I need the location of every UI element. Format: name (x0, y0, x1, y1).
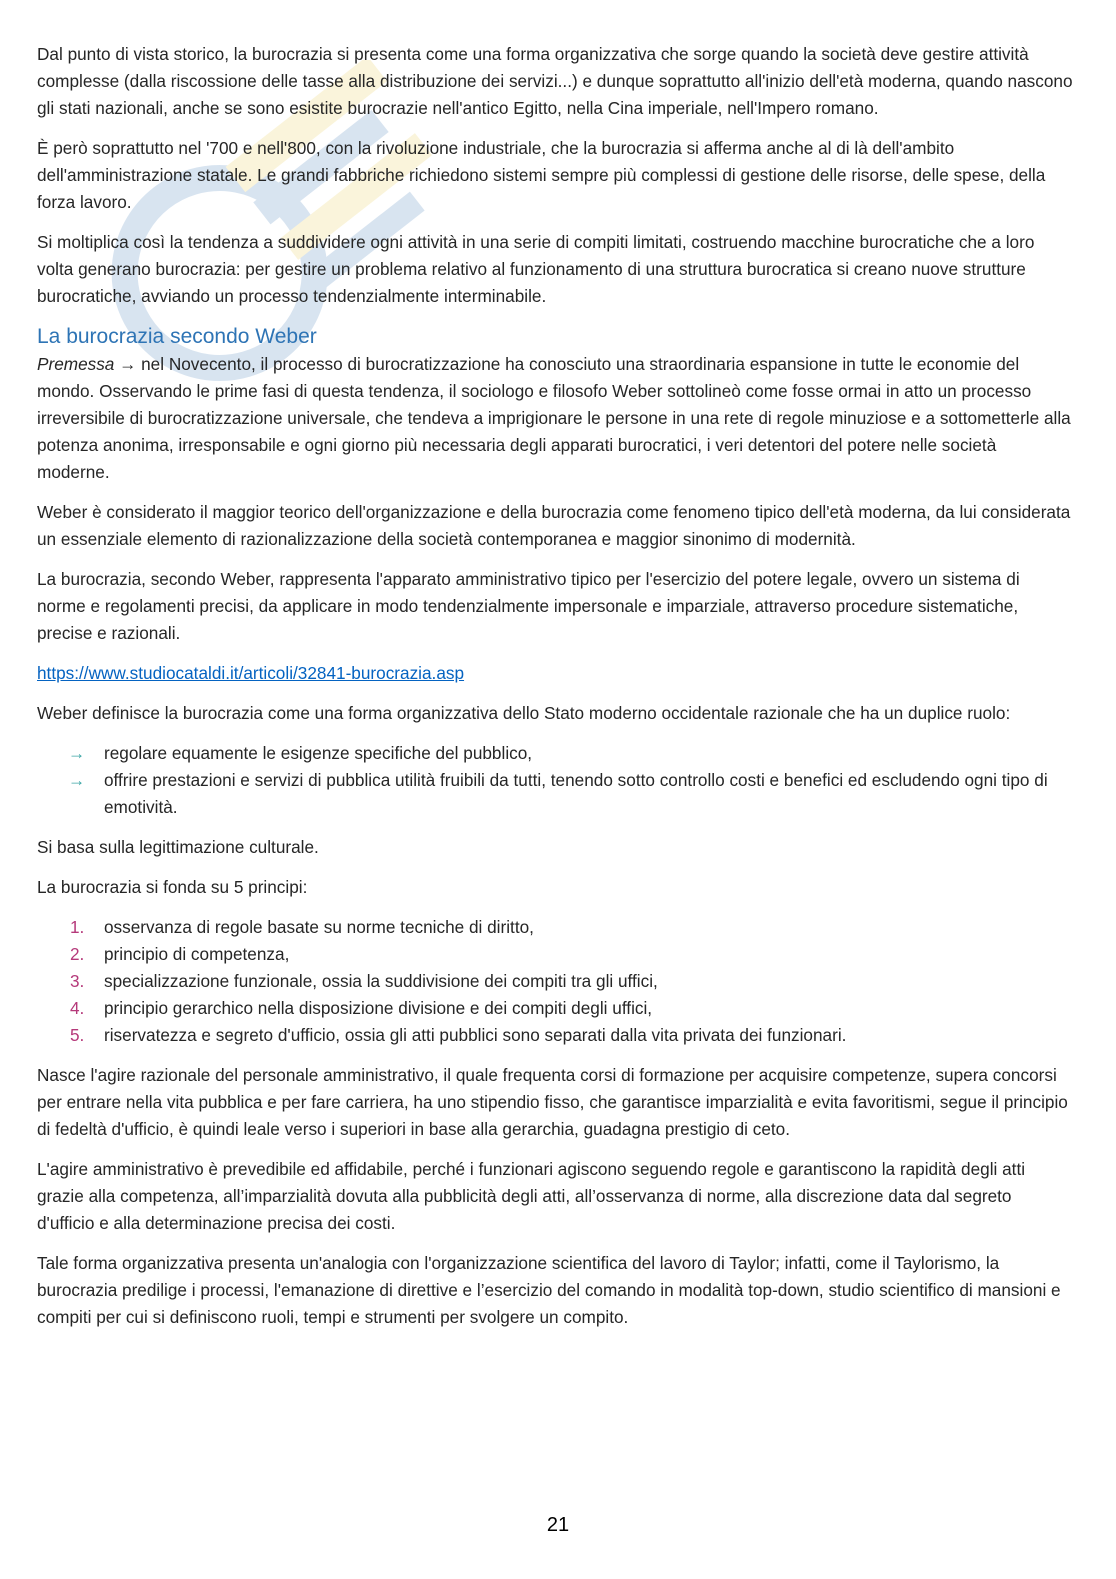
list-item (37, 995, 1073, 1022)
principle-text: principio gerarchico nella disposizione divisione e dei compiti degli uffici, (104, 998, 653, 1018)
premessa-arrow: → (119, 354, 137, 374)
list-item (37, 914, 1073, 941)
principle-number: 2. (70, 944, 85, 964)
principle-number: 4. (70, 998, 85, 1018)
arrow-bullet-icon: → (68, 770, 86, 790)
intro-paragraph-2: È però soprattutto nel '700 e nell'800, con la rivoluzione industriale, che la burocrazia si afferma anche al di là dell'ambito dell'amministrazione statale. Le grandi fabbriche richiedono sistemi sempre più complessi di gestione delle risorse, delle spese, della forza lavoro. (37, 138, 1046, 212)
role-text: regolare equamente le esigenze specifiche del pubblico, (104, 743, 533, 763)
principles-list (37, 914, 1073, 1049)
principle-text: specializzazione funzionale, ossia la suddivisione dei compiti tra gli uffici, (104, 971, 658, 991)
definition-paragraph: Weber definisce la burocrazia come una forma organizzativa dello Stato moderno occidentale razionale che ha un duplice ruolo: (37, 703, 1011, 723)
closing-paragraph-3: Tale forma organizzativa presenta un'analogia con l'organizzazione scientifica del lavoro di Taylor; infatti, come il Taylorismo, la burocrazia predilige i processi, l'emanazione di direttive e l’esercizio del comando in modalità top-down, studio scientifico di mansioni e compiti per cui si definiscono ruoli, tempi e strumenti per svolgere un compito. (37, 1253, 1061, 1327)
premessa-text: nel Novecento, il processo di burocratizzazione ha conosciuto una straordinaria espansione in tutte le economie del mondo. Osservando le prime fasi di questa tendenza, il sociologo e filosofo Weber sottolineò come fosse ormai in atto un processo irreversibile di burocratizzazione universale, che tendeva a imprigionare le persone in una rete di regole minuziose e a sottometterle alla potenza anonima, irresponsabile e ogni giorno più necessaria degli apparati burocratici, i veri detentori del potere nelle società moderne. (37, 354, 1071, 482)
principle-text: riservatezza e segreto d'ufficio, ossia gli atti pubblici sono separati dalla vita privata dei funzionari. (104, 1025, 847, 1045)
legitimation-paragraph: Si basa sulla legittimazione culturale. (37, 837, 319, 857)
premessa-paragraph (37, 351, 1073, 486)
principle-number: 5. (70, 1025, 85, 1045)
roles-list (37, 740, 1073, 821)
closing-paragraph-2: L'agire amministrativo è prevedibile ed affidabile, perché i funzionari agiscono seguendo regole e garantiscono la rapidità degli atti grazie alla competenza, all’imparzialità dovuta alla pubblicità degli atti, all’osservanza di norme, alla discrezione data dal segreto d'ufficio e alla determinazione precisa dei costi. (37, 1159, 1026, 1233)
list-item (37, 1022, 1073, 1049)
principle-text: osservanza di regole basate su norme tecniche di diritto, (104, 917, 534, 937)
role-text: offrire prestazioni e servizi di pubblica utilità fruibili da tutti, tenendo sotto controllo costi e benefici ed escludendo ogni tipo di emotività. (104, 770, 1048, 817)
studiocataldi-link[interactable]: https://www.studiocataldi.it/articoli/32841-burocrazia.asp (37, 663, 465, 683)
principle-text: principio di competenza, (104, 944, 290, 964)
list-item (37, 968, 1073, 995)
list-item (37, 767, 1073, 821)
intro-paragraph-1: Dal punto di vista storico, la burocrazia si presenta come una forma organizzativa che sorge quando la società deve gestire attività complesse (dalla riscossione delle tasse alla distribuzione dei servizi...) e dunque soprattutto all'inizio dell'età moderna, quando nascono gli stati nazionali, anche se sono esistite burocrazie nell'antico Egitto, nella Cina imperiale, nell'Impero romano. (37, 44, 1073, 118)
link-paragraph (37, 660, 1073, 687)
list-item (37, 941, 1073, 968)
premessa-label: Premessa (37, 354, 115, 374)
list-item (37, 740, 1073, 767)
document-page (37, 41, 1073, 1344)
principle-number: 3. (70, 971, 85, 991)
principles-intro: La burocrazia si fonda su 5 principi: (37, 877, 308, 897)
intro-paragraph-3: Si moltiplica così la tendenza a suddividere ogni attività in una serie di compiti limitati, costruendo macchine burocratiche che a loro volta generano burocrazia: per gestire un problema relativo al funzionamento di una struttura burocratica si creano nuove strutture burocratiche, avviando un processo tendenzialmente interminabile. (37, 232, 1035, 306)
closing-paragraph-1: Nasce l'agire razionale del personale amministrativo, il quale frequenta corsi di formazione per acquisire competenze, supera concorsi per entrare nella vita pubblica e per fare carriera, ha uno stipendio fisso, che garantisce imparzialità e evita favoritismi, segue il principio di fedeltà d'ufficio, è quindi leale verso i superiori in base alla gerarchia, guadagna prestigio di ceto. (37, 1065, 1068, 1139)
weber-paragraph-1: Weber è considerato il maggior teorico dell'organizzazione e della burocrazia come fenomeno tipico dell'età moderna, da lui considerata un essenziale elemento di razionalizzazione della società contemporanea e maggior sinonimo di modernità. (37, 502, 1071, 549)
weber-paragraph-2: La burocrazia, secondo Weber, rappresenta l'apparato amministrativo tipico per l'esercizio del potere legale, ovvero un sistema di norme e regolamenti precisi, da applicare in modo tendenzialmente impersonale e imparziale, attraverso procedure sistematiche, precise e razionali. (37, 569, 1020, 643)
page-number: 21 (546, 1514, 570, 1536)
principle-number: 1. (70, 917, 85, 937)
arrow-bullet-icon: → (68, 743, 86, 763)
section-heading: La burocrazia secondo Weber (37, 325, 317, 348)
